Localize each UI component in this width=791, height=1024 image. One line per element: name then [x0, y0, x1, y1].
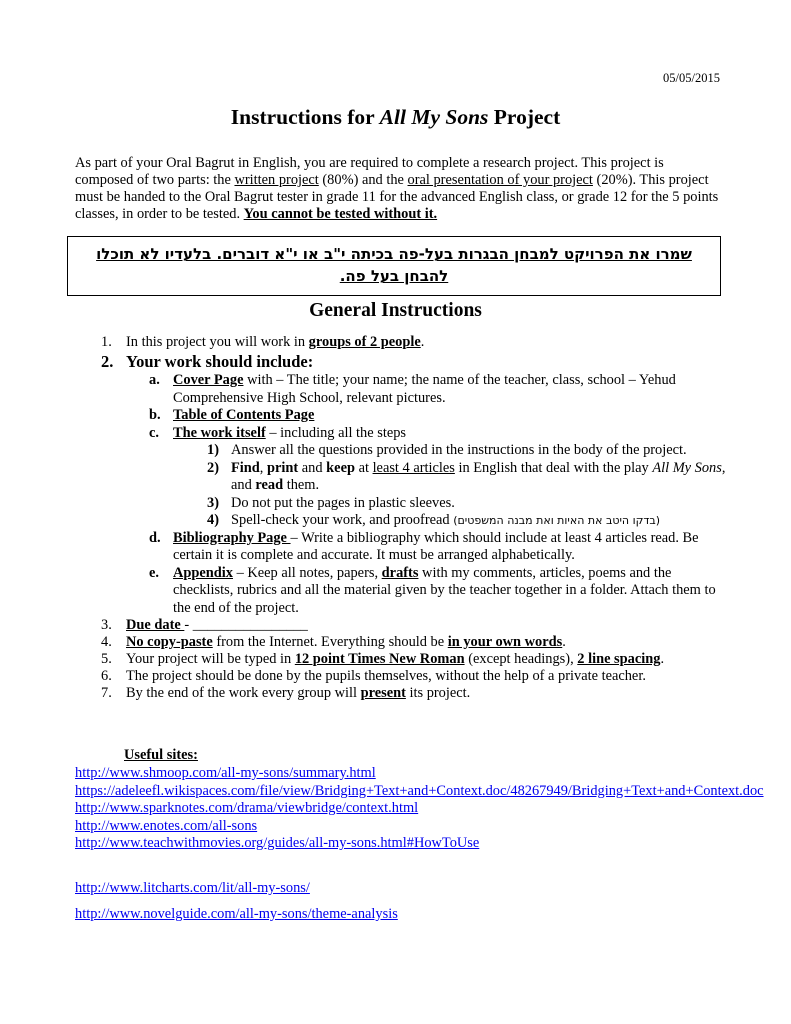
item-emphasis: Cover Page [173, 372, 244, 388]
item-letter: e. [149, 564, 159, 581]
intro-paragraph [75, 155, 725, 223]
list-item [75, 565, 735, 618]
item-emphasis: present [360, 685, 406, 701]
list-item [75, 530, 735, 565]
item-text: with my comments, articles, poems and the checklists, rubrics and all the material given by the teacher together in a folder. Attach them to the end of the project. [173, 564, 716, 616]
title-play-name: All My Sons [379, 105, 489, 129]
useful-sites-heading: Useful sites: [124, 747, 198, 763]
item-emphasis: Bibliography Page [173, 529, 291, 546]
item-letter: a. [149, 372, 160, 388]
item-text: with – The title; your name; the name of the teacher, class, school – Yehud Comprehensive High School, relevant pictures. [173, 372, 676, 406]
link-shmoop[interactable]: http://www.shmoop.com/all-my-sons/summary.html [75, 765, 376, 781]
list-item [75, 372, 735, 407]
page-title [0, 103, 791, 131]
hebrew-note-box [67, 236, 721, 296]
item-emphasis: 12 point Times New Roman [294, 651, 465, 667]
item-text: in English that deal with the play [454, 459, 653, 476]
item-text: Answer all the questions provided in the instructions in the body of the project. [231, 442, 687, 458]
item-emphasis: groups of 2 people [308, 334, 421, 350]
title-suffix: Project [488, 105, 561, 129]
item-text: – Keep all notes, papers, [233, 564, 382, 581]
item-number: 1. [101, 334, 112, 350]
item-bold: Find [231, 459, 260, 476]
intro-text-1: As part of your Oral Bagrut in English, you are required to complete a research project. This project is composed of two parts: the [75, 155, 664, 188]
item-text: Spell-check your work, and proofread [231, 512, 454, 528]
hebrew-note: שמרו את הפרויקט למבחן הבגרות בעל-פה בכיתה י"ב או י"א דוברים. בלעדיו לא תוכלו להבחן בעל פה. [96, 245, 692, 285]
list-item [75, 512, 735, 530]
item-number: 3) [207, 494, 219, 511]
link-litcharts[interactable]: http://www.litcharts.com/lit/all-my-sons/ [75, 880, 310, 896]
list-item [75, 334, 735, 351]
item-text: (except headings), [464, 651, 578, 667]
item-bold: print [267, 459, 299, 476]
list-item [75, 617, 735, 634]
item-text: and [298, 459, 327, 476]
item-number: 4. [101, 634, 112, 650]
item-text: , [259, 459, 267, 476]
item-emphasis: The work itself [173, 424, 266, 441]
list-item [75, 407, 735, 425]
item-bold: keep [326, 459, 355, 476]
document-date: 05/05/2015 [663, 71, 720, 85]
item-text: – including all the steps [265, 424, 407, 441]
item-emphasis: Table of Contents Page [173, 407, 315, 423]
item-italic: All My Sons [652, 459, 722, 476]
item-text: . [420, 334, 425, 350]
item-text: , and [231, 459, 726, 493]
link-enotes[interactable]: http://www.enotes.com/all-sons [75, 817, 258, 834]
item-number: 1) [207, 442, 219, 458]
item-text: Do not put the pages in plastic sleeves. [231, 494, 455, 511]
item-underline: least 4 articles [372, 459, 455, 476]
item-number: 2. [101, 352, 114, 371]
item-text: . [562, 634, 566, 650]
item-hebrew: (בדקו היטב את האיות ואת מבנה המשפטים) [453, 514, 661, 527]
useful-links-novelguide [75, 906, 725, 924]
item-emphasis: No copy-paste [126, 634, 213, 650]
link-sparknotes[interactable]: http://www.sparknotes.com/drama/viewbridge/context.html [75, 800, 419, 816]
item-number: 6. [101, 668, 112, 684]
item-emphasis: 2 line spacing [577, 651, 661, 667]
item-text: at [354, 459, 373, 476]
item-number: 7. [101, 685, 112, 701]
list-item [75, 634, 735, 651]
intro-text-3: (20%). This project must be handed to the Oral Bagrut tester in grade 11 for the advanced English class, or grade 12 for the 5 points classes, in order to be tested. [75, 172, 719, 222]
item-text: The project should be done by the pupils themselves, without the help of a private teacher. [126, 668, 646, 684]
item-emphasis: drafts [381, 564, 419, 581]
link-novelguide[interactable]: http://www.novelguide.com/all-my-sons/theme-analysis [75, 906, 398, 922]
item-text: . [660, 651, 665, 667]
item-text: By the end of the work every group will [126, 685, 361, 701]
intro-text-2: (80%) and the [318, 172, 408, 188]
item-emphasis: Due date [126, 617, 185, 633]
item-number: 4) [207, 512, 219, 528]
item-letter: c. [149, 424, 159, 441]
intro-written-project: written project [234, 172, 319, 188]
title-prefix: Instructions for [230, 105, 380, 129]
general-instructions-heading: General Instructions [309, 300, 482, 321]
item-number: 3. [101, 617, 112, 633]
useful-links-group [75, 765, 764, 853]
instructions-list [75, 334, 735, 702]
item-number: 5. [101, 651, 112, 667]
link-wikispaces[interactable]: https://adeleefl.wikispaces.com/file/view/Bridging+Text+and+Context.doc/48267949/Bridging+Text+and+Context.doc [75, 782, 764, 799]
item-text: from the Internet. Everything should be [212, 634, 448, 650]
item-letter: d. [149, 529, 161, 546]
item-text: - ________________ [184, 617, 308, 633]
intro-oral-presentation: oral presentation of your project [407, 172, 593, 188]
item-text: Your work should include: [126, 352, 314, 371]
item-bold: read [255, 477, 284, 493]
list-item [75, 685, 735, 702]
list-item [75, 460, 735, 495]
item-text: In this project you will work in [126, 334, 309, 350]
item-text: Your project will be typed in [126, 651, 295, 667]
item-text: them. [283, 477, 320, 493]
item-text: its project. [405, 685, 471, 701]
intro-warning: You cannot be tested without it. [243, 206, 438, 222]
item-emphasis: Appendix [173, 564, 233, 581]
list-item [75, 495, 735, 513]
list-item [75, 651, 735, 668]
list-item [75, 425, 735, 443]
item-number: 2) [207, 459, 219, 476]
link-teachwithmovies[interactable]: http://www.teachwithmovies.org/guides/all-my-sons.html#HowToUse [75, 835, 480, 851]
item-emphasis: in your own words [447, 634, 563, 650]
list-item [75, 668, 735, 685]
item-text: – Write a bibliography which should include at least 4 articles read. Be certain it is complete and accurate. It must be arranged alphabetically. [173, 529, 699, 563]
useful-links-litcharts [75, 880, 725, 898]
list-item [75, 352, 735, 372]
list-item [75, 442, 735, 460]
item-letter: b. [149, 407, 161, 423]
